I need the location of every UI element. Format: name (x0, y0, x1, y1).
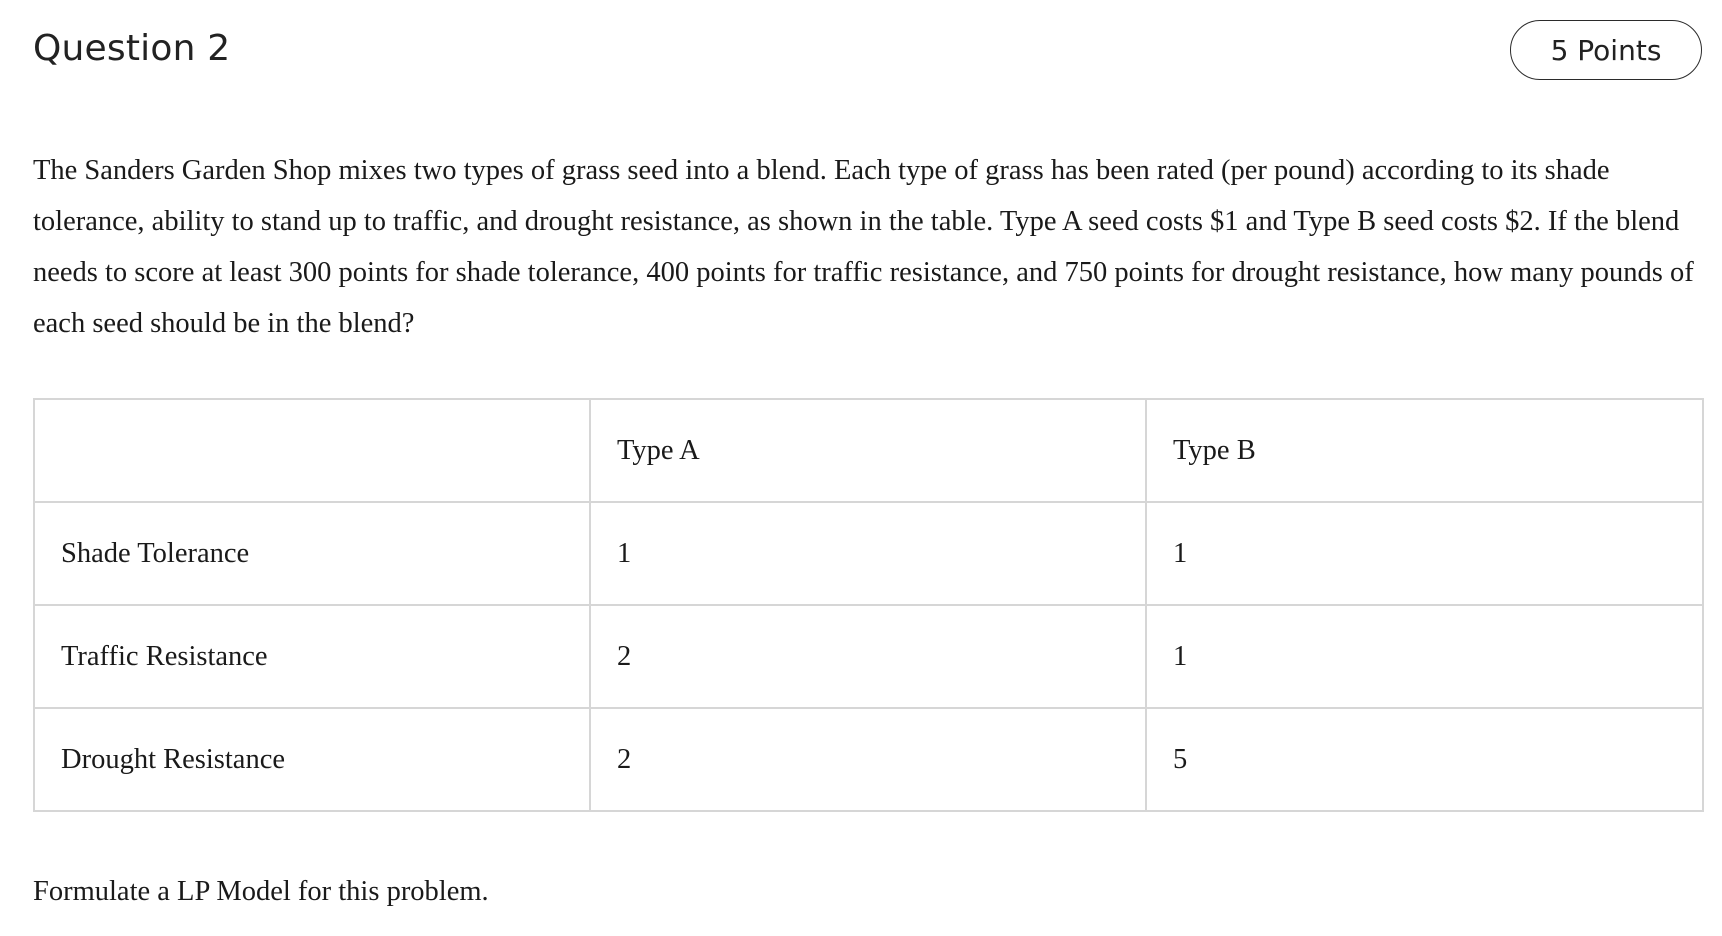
table-row-label: Shade Tolerance (34, 502, 590, 605)
table-row (34, 502, 1703, 605)
table-row (34, 708, 1703, 811)
question-title: Question 2 (33, 28, 231, 69)
table-header-cell (34, 399, 590, 502)
table-row (34, 605, 1703, 708)
table-cell: 1 (1146, 502, 1703, 605)
points-badge: 5 Points (1510, 20, 1702, 80)
footer-instruction: Formulate a LP Model for this problem. (33, 876, 489, 907)
table-cell: 1 (1146, 605, 1703, 708)
table-header-cell: Type B (1146, 399, 1703, 502)
question-prompt-text: The Sanders Garden Shop mixes two types of grass seed into a blend. Each type of grass has been rated (per pound) according to its shade tolerance, ability to stand up to traffic, and drought resistance, as shown in the table. Type A seed costs $1 and Type B seed costs $2. If the blend needs to score at least 300 points for shade tolerance, 400 points for traffic resistance, and 750 points for drought resistance, how many pounds of each seed should be in the blend? (33, 155, 1694, 339)
table-cell: 1 (590, 502, 1146, 605)
question-prompt (33, 145, 1703, 349)
table-header-row (34, 399, 1703, 502)
table-cell: 2 (590, 605, 1146, 708)
seed-rating-table (33, 398, 1704, 812)
question-header (30, 20, 1704, 82)
table-row-label: Traffic Resistance (34, 605, 590, 708)
table-header-cell: Type A (590, 399, 1146, 502)
table-row-label: Drought Resistance (34, 708, 590, 811)
table-cell: 5 (1146, 708, 1703, 811)
table-cell: 2 (590, 708, 1146, 811)
